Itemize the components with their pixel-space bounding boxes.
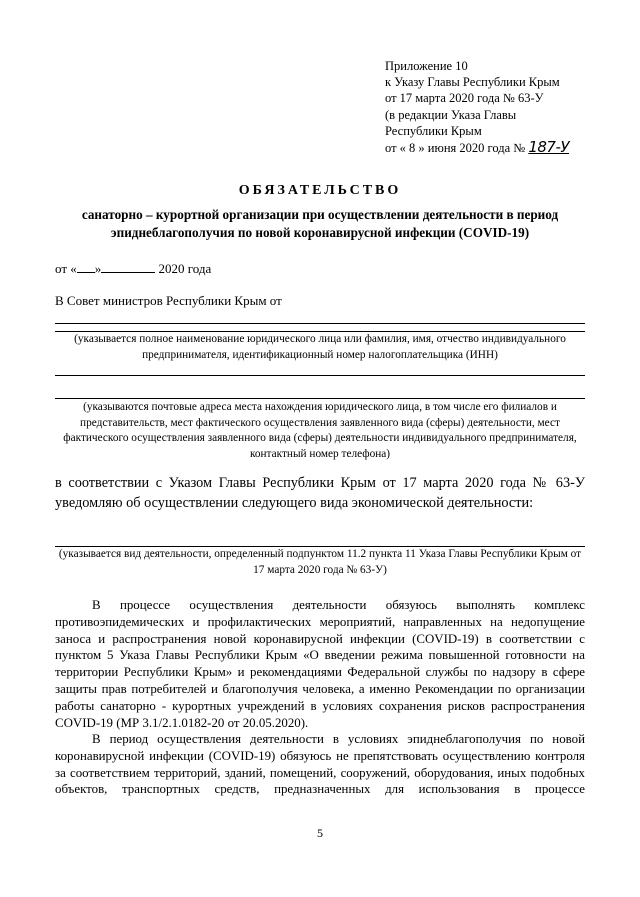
appendix-date-prefix: от « 8 » июня 2020 года № — [385, 141, 526, 156]
month-blank — [101, 261, 155, 273]
date-middle: » — [94, 261, 102, 276]
blank-line — [55, 375, 585, 376]
day-blank — [77, 261, 95, 273]
date-suffix: 2020 года — [158, 261, 212, 276]
date-line — [55, 261, 211, 277]
document-subtitle: санаторно – курортной организации при осуществлении деятельности в период эпиднеблагополучия по новой коронавирусной инфекции (COVID-19) — [81, 207, 559, 240]
hint-organization: (указывается полное наименование юридического лица или фамилия, имя, отчество индивидуального предпринимателя, идентификационный номер налогоплательщика (ИНН) — [74, 333, 566, 361]
appendix-block — [385, 58, 569, 156]
hint-activity: (указывается вид деятельности, определенный подпунктом 11.2 пункта 11 Указа Главы Республики Крым от 17 марта 2020 года № 63-У) — [58, 548, 582, 576]
handwritten-decree-number: 187-У — [528, 138, 569, 157]
appendix-line: к Указу Главы Республики Крым — [385, 75, 560, 90]
addressee-line — [55, 293, 282, 309]
blank-line — [55, 323, 585, 324]
notice-paragraph: в соответствии с Указом Главы Республики Крым от 17 марта 2020 года № 63-У уведомляю об осуществлении следующего вида экономической деятельности: — [55, 475, 585, 511]
appendix-line: Приложение 10 — [385, 59, 468, 73]
page-number: 5 — [317, 826, 323, 840]
appendix-line: (в редакции Указа Главы — [385, 107, 517, 122]
paragraph-obligations: В процессе осуществления деятельности обязуюсь выполнять комплекс противоэпидемических и профилактических мероприятий, направленных на недопущение заноса и распространения новой коронавирусной инфекции (COVID-19) в соответствии с пунктом 5 Указа Главы Республики Крым «О введении режима повышенной готовности на территории Республики Крым» и рекомендациями Федеральной службы по надзору в сфере защиты прав потребителей и благополучия человека, а именно Рекомендации по организации работы санаторно - курортных учреждений в условиях сохранения рисков распространения COVID-19 (МР 3.1/2.1.0182-20 от 20.05.2020). — [55, 598, 585, 730]
hint-address: (указываются почтовые адреса места нахождения юридического лица, в том числе его филиалов и представительств, мест фактического осуществления заявленного вида (сферы) деятельности, мест фактического осуществления заявленного вида (сферы) деятельности индивидуального предпринимателя, контактный номер телефона) — [63, 401, 577, 460]
appendix-line: от 17 марта 2020 года № 63-У — [385, 91, 544, 106]
paragraph-control: В период осуществления деятельности в условиях эпиднеблагополучия по новой коронавирусной инфекции (COVID-19) обязуюсь не препятствовать осуществлению контроля за соответствием территорий, зданий, помещений, сооружений, оборудования, иных подобных объектов, транспортных средств, предназначенных для использования в процессе — [55, 732, 585, 797]
date-prefix: от « — [55, 261, 77, 276]
appendix-line: Республики Крым — [385, 123, 482, 138]
appendix-line-decree-number — [385, 139, 569, 156]
addressee-text: В Совет министров Республики Крым от — [55, 293, 282, 308]
blank-line — [55, 398, 585, 399]
document-title: ОБЯЗАТЕЛЬСТВО — [238, 183, 402, 198]
